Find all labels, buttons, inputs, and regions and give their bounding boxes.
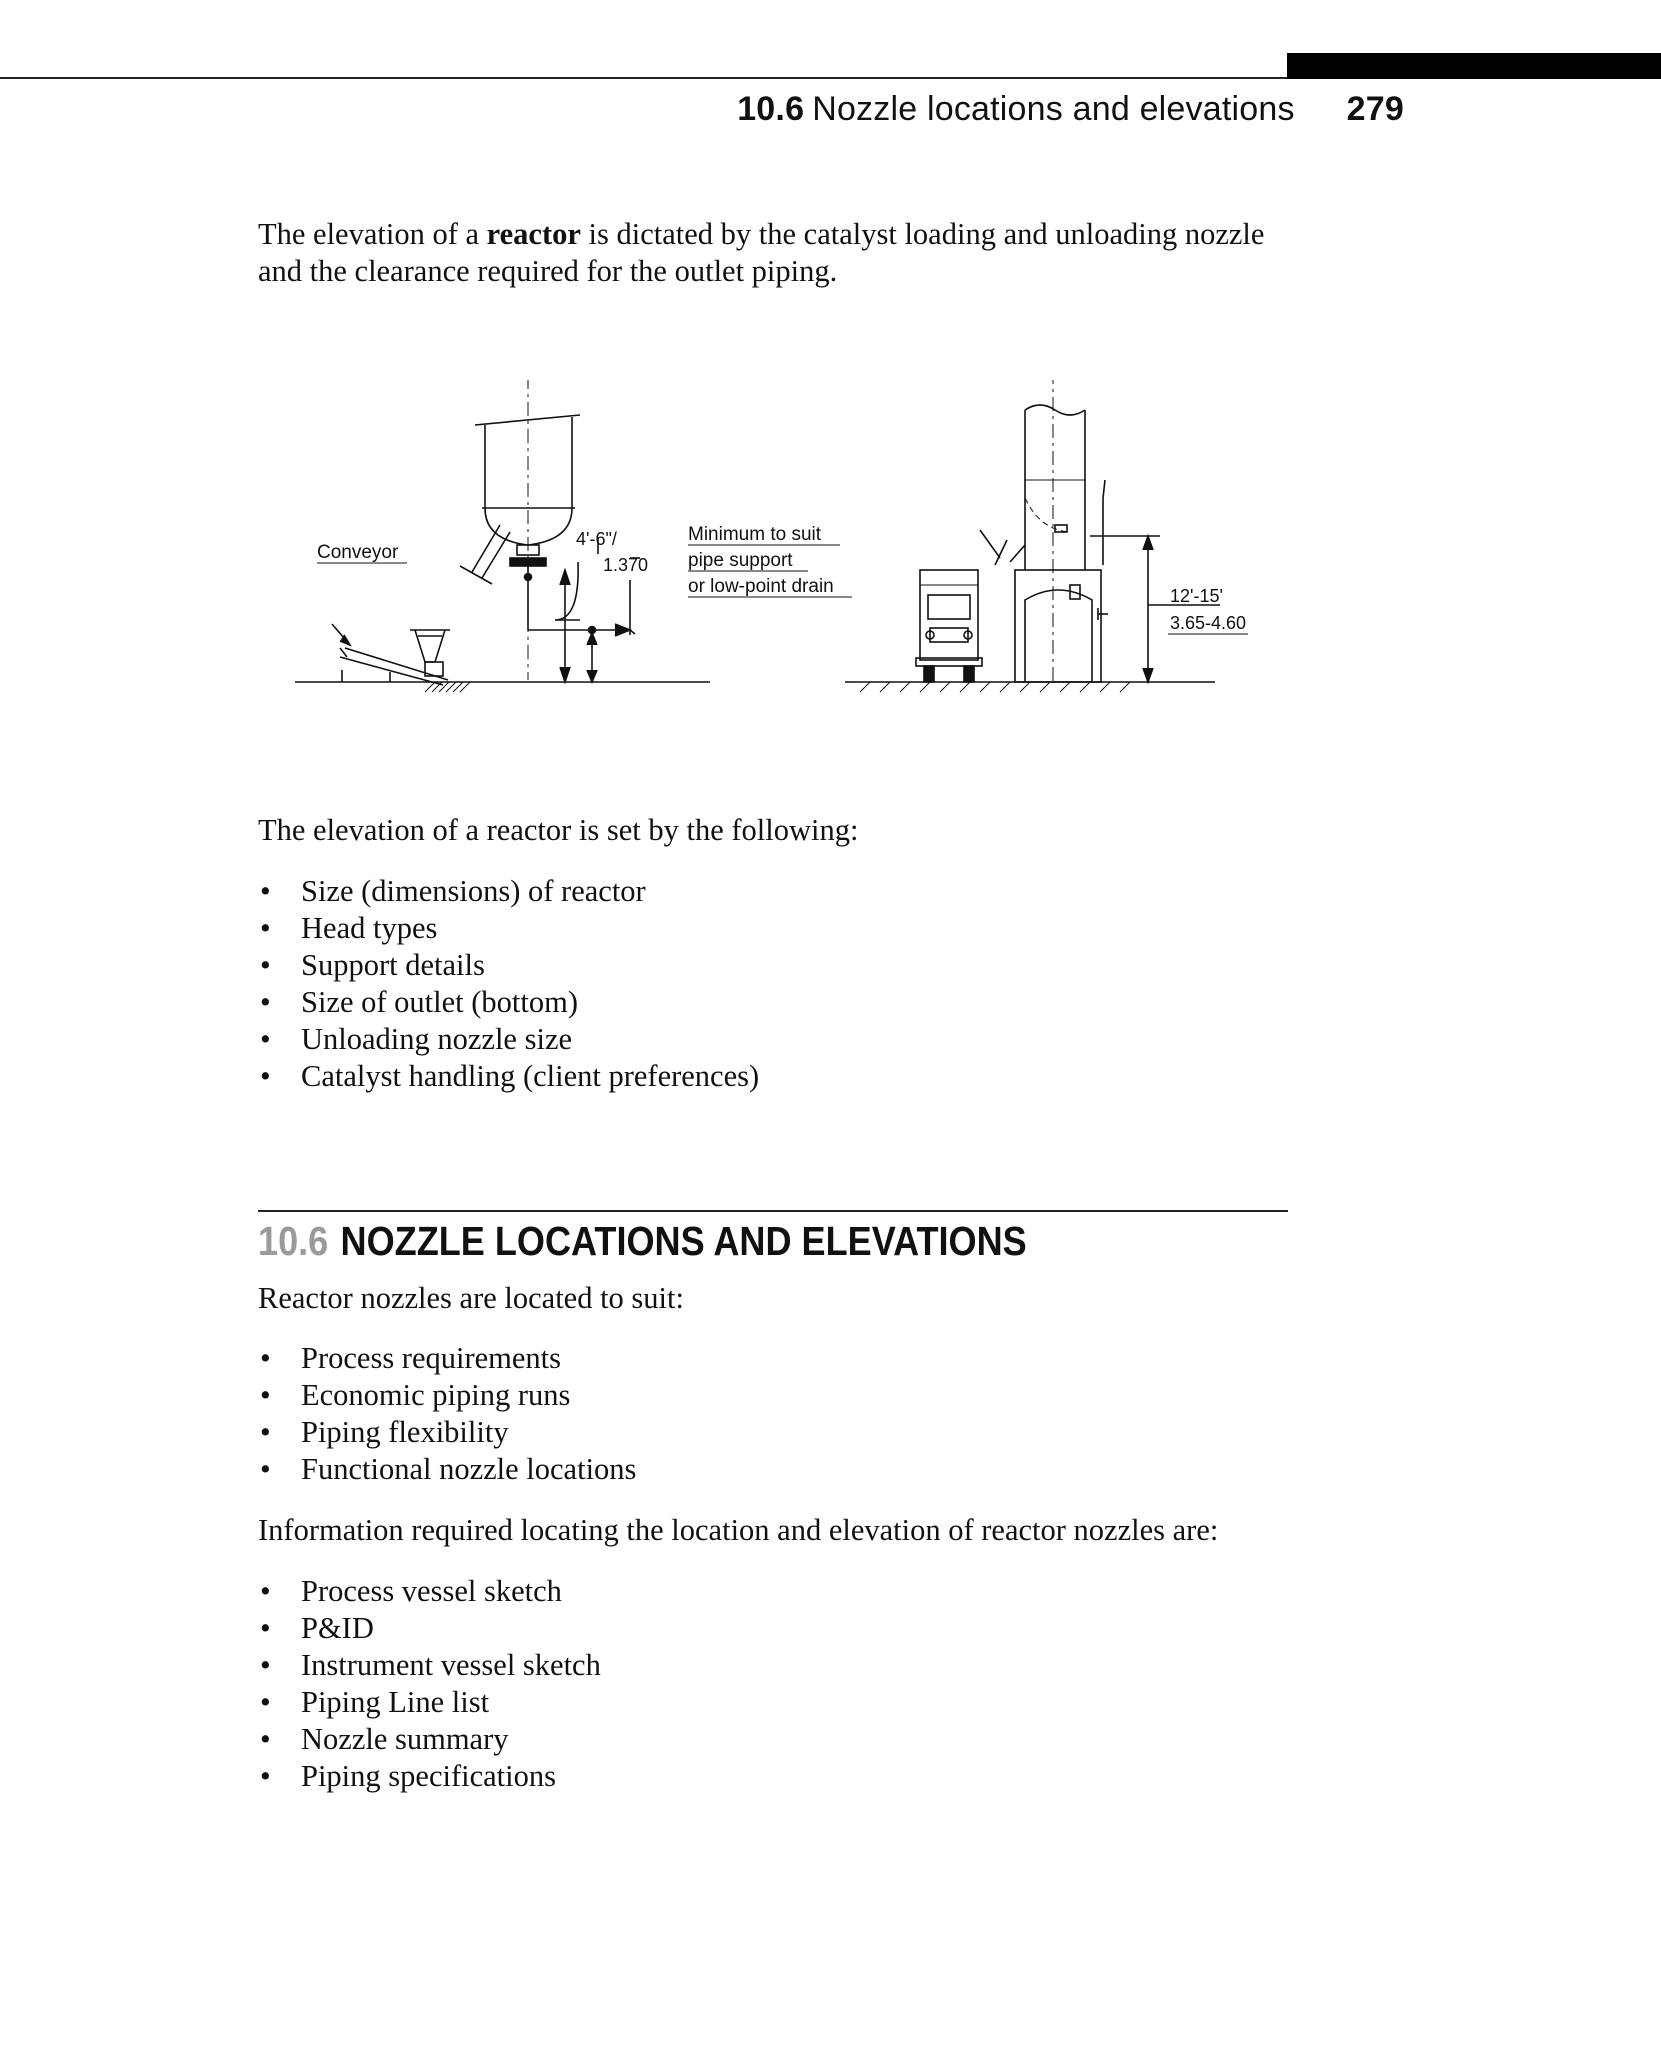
list-item: • Size of outlet (bottom) xyxy=(258,984,759,1021)
label-conveyor: Conveyor xyxy=(317,542,399,563)
intro-paragraph xyxy=(258,216,1288,290)
intro-text-b: is dictated by the catalyst loading and unloading nozzle and the clearance required for the outlet piping. xyxy=(258,217,1265,288)
section-title: NOZZLE LOCATIONS AND ELEVATIONS xyxy=(340,1218,1027,1264)
list-item: • Piping Line list xyxy=(258,1684,601,1721)
label-right-dim-imperial: 12'-15' xyxy=(1170,586,1223,606)
list-item: • Economic piping runs xyxy=(258,1377,636,1414)
section-rule xyxy=(258,1210,1288,1212)
right-support-skirt xyxy=(1015,570,1101,682)
intro-text-a: The elevation of a xyxy=(258,217,487,251)
list-item: • Support details xyxy=(258,947,759,984)
header-section-title: Nozzle locations and elevations xyxy=(812,90,1295,128)
section-number: 10.6 xyxy=(258,1218,329,1264)
running-header xyxy=(737,90,1404,129)
section-heading xyxy=(258,1218,1027,1265)
label-note-line1: Minimum to suit xyxy=(688,524,822,545)
list-item: • Process requirements xyxy=(258,1340,636,1377)
label-left-dim-imperial: 4'-6"/ xyxy=(576,529,617,549)
list-item: • Functional nozzle locations xyxy=(258,1451,636,1488)
elevation-intro: The elevation of a reactor is set by the following: xyxy=(258,813,859,847)
header-tab-bar xyxy=(1287,53,1661,79)
left-diagram xyxy=(295,380,710,692)
info-items-list xyxy=(258,1573,601,1795)
list-item: • P&ID xyxy=(258,1610,601,1647)
label-left-dim-metric: 1.370 xyxy=(603,555,649,575)
left-hopper xyxy=(410,630,450,676)
info-intro: Information required locating the location and elevation of reactor nozzles are: xyxy=(258,1513,1219,1547)
list-item: • Head types xyxy=(258,910,759,947)
list-item: • Piping specifications xyxy=(258,1758,601,1795)
list-item: • Unloading nozzle size xyxy=(258,1021,759,1058)
right-reactor-vessel xyxy=(1025,380,1105,682)
nozzles-intro: Reactor nozzles are located to suit: xyxy=(258,1281,684,1315)
right-truck xyxy=(916,570,982,682)
intro-bold-term: reactor xyxy=(486,217,581,251)
right-diagram xyxy=(845,380,1220,692)
header-section-number: 10.6 xyxy=(737,90,805,128)
reactor-elevation-figure xyxy=(280,380,1280,710)
list-item: • Catalyst handling (client preferences) xyxy=(258,1058,759,1095)
label-note-line2: pipe support xyxy=(688,550,793,571)
list-item: • Size (dimensions) of reactor xyxy=(258,873,759,910)
elevation-factors-list xyxy=(258,873,759,1095)
left-reactor-vessel xyxy=(460,380,580,680)
list-item: • Process vessel sketch xyxy=(258,1573,601,1610)
nozzle-criteria-list xyxy=(258,1340,636,1488)
list-item: • Piping flexibility xyxy=(258,1414,636,1451)
left-ground-hatch xyxy=(425,682,470,692)
right-dimension-line xyxy=(1090,536,1220,682)
list-item: • Nozzle summary xyxy=(258,1721,601,1758)
right-unloading-chute xyxy=(980,530,1025,565)
left-outlet-piping xyxy=(525,566,636,636)
list-item: • Instrument vessel sketch xyxy=(258,1647,601,1684)
label-note-line3: or low-point drain xyxy=(688,576,834,597)
page-number: 279 xyxy=(1346,90,1404,128)
right-ground-hatch xyxy=(860,682,1130,692)
label-right-dim-metric: 3.65-4.60 xyxy=(1170,613,1247,633)
